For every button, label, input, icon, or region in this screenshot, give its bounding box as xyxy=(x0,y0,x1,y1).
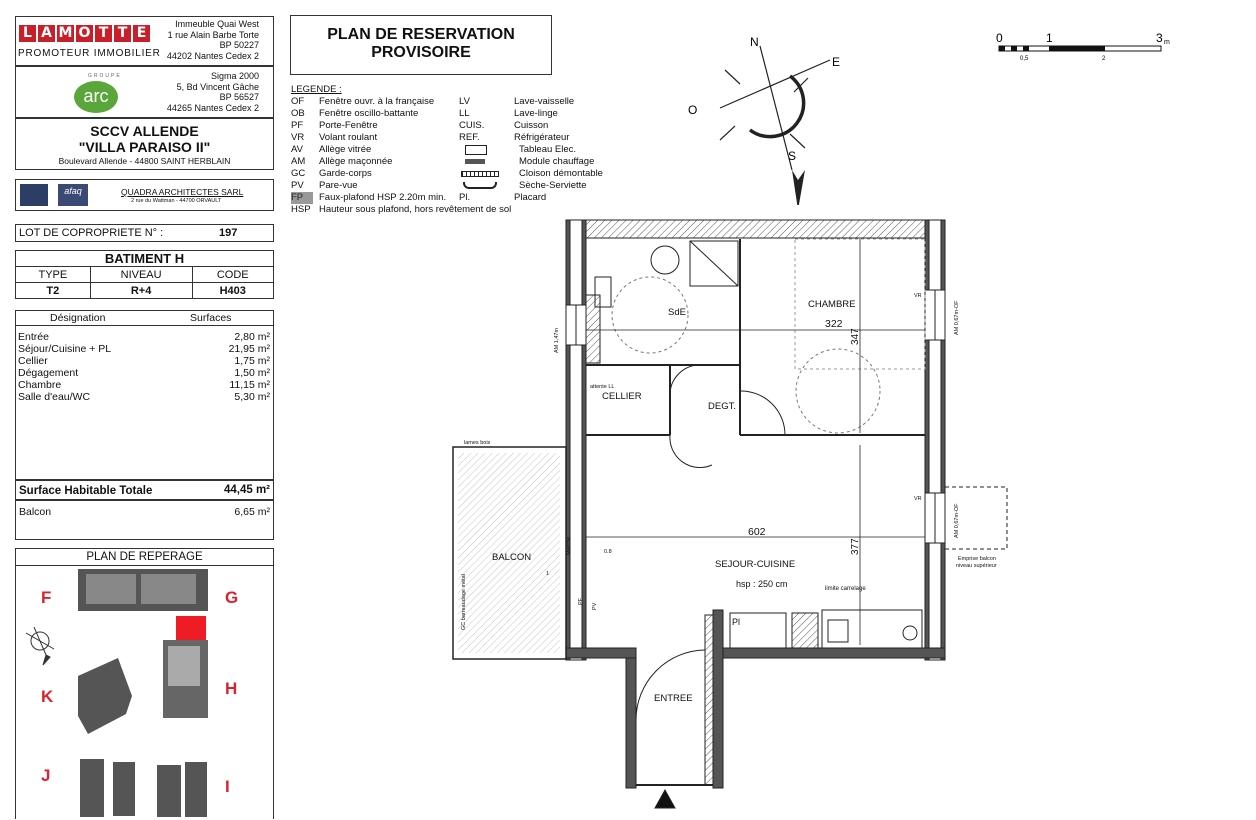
washbasin xyxy=(651,246,679,274)
total-value: 44,45 m² xyxy=(223,484,270,496)
lamotte-letter: O xyxy=(76,25,93,42)
legend-label: Faux-plafond HSP 2.20m min. xyxy=(319,192,447,203)
scale-0: 0 xyxy=(996,31,1003,45)
legend xyxy=(291,84,603,216)
legend-row xyxy=(291,168,603,180)
label-am-147: AM 1,47m xyxy=(554,327,560,353)
legend-row xyxy=(291,144,603,156)
lamotte-letter: M xyxy=(58,25,73,41)
floor-plan xyxy=(440,215,1020,819)
compass-e: E xyxy=(832,55,841,69)
reperage-letter-f: F xyxy=(41,588,52,607)
scale-unit: m xyxy=(1164,39,1170,46)
compass-o: O xyxy=(688,103,698,117)
surface-value: 5,30 m² xyxy=(234,391,270,403)
room-cellier: CELLIER xyxy=(602,391,642,402)
legend-symbol-icon xyxy=(459,168,519,179)
label-gc: GC barreaudage métal xyxy=(461,574,467,630)
scale-sub-2: 2 xyxy=(1102,56,1106,62)
reperage-title: PLAN DE REPERAGE xyxy=(86,551,203,563)
reperage-map xyxy=(16,566,273,820)
surface-value: 11,15 m² xyxy=(229,379,270,391)
compass-arrow-icon xyxy=(792,170,805,205)
legend-label2: Réfrigérateur xyxy=(514,132,570,143)
lot-block xyxy=(15,224,274,242)
surface-row xyxy=(18,343,270,355)
legend-code: VR xyxy=(291,132,305,143)
scale-1: 1 xyxy=(1046,31,1053,45)
wall-top xyxy=(586,220,925,238)
building-j2 xyxy=(113,762,135,816)
legend-row xyxy=(291,156,603,168)
surface-value: 21,95 m² xyxy=(228,343,270,355)
header-code: CODE xyxy=(192,267,273,283)
legend-title: LEGENDE : xyxy=(291,84,342,95)
label-lames-bois: lames bois xyxy=(464,440,491,446)
label-emprise-2: niveau supérieur xyxy=(956,563,997,569)
label-dim-08: 0.8 xyxy=(604,549,612,555)
label-am-067b: AM 0,67m-OF xyxy=(954,503,960,538)
surface-row xyxy=(18,367,270,379)
legend-label: Volant roulant xyxy=(319,132,378,143)
legend-code: AM xyxy=(291,156,306,167)
legend-label2: Lave-linge xyxy=(514,108,558,119)
label-am-067: AM 0,67m-OF xyxy=(954,300,960,335)
mini-compass-icon xyxy=(26,627,54,665)
legend-code: GC xyxy=(291,168,306,179)
surface-name: Salle d'eau/WC xyxy=(18,391,91,403)
legend-row xyxy=(291,108,603,120)
legend-label2: Sèche-Serviette xyxy=(519,180,587,191)
building-h-highlight xyxy=(176,616,206,642)
value-code: H403 xyxy=(192,283,273,299)
surface-value: 1,50 m² xyxy=(234,367,270,379)
lamotte-logo xyxy=(19,25,150,42)
legend-row xyxy=(291,180,603,192)
legend-code2: REF. xyxy=(459,132,480,143)
balcon-value: 6,65 m² xyxy=(234,506,270,518)
legend-row-hsp: HSP Hauteur sous plafond, hors revêtement de sol xyxy=(291,204,512,215)
title-block xyxy=(290,15,552,75)
legend-row xyxy=(291,96,603,108)
sink-icon xyxy=(828,620,848,642)
legend-label2: Placard xyxy=(514,192,547,203)
surface-name: Entrée xyxy=(18,331,49,343)
label-dim-1: 1 xyxy=(546,571,550,577)
legend-label2: Tableau Elec. xyxy=(519,144,577,155)
surfaces-block xyxy=(15,310,274,480)
label-emprise-1: Emprise balcon xyxy=(958,556,996,562)
dim-chambre-h: 347 xyxy=(850,328,861,345)
value-type: T2 xyxy=(16,283,91,299)
wall-entree-right xyxy=(713,610,723,788)
surface-name: Dégagement xyxy=(18,367,79,379)
surface-name: Cellier xyxy=(18,355,48,367)
total-block xyxy=(15,480,274,500)
arc-address: Sigma 2000 5, Bd Vincent Gâche BP 56527 44265 Nantes Cedex 2 xyxy=(166,71,259,113)
label-limite-carrelage: limite carrelage xyxy=(825,586,866,592)
wall-bottom-right xyxy=(723,648,945,658)
lot-value: 197 xyxy=(219,227,238,239)
lamotte-subtitle: PROMOTEUR IMMOBILIER xyxy=(18,48,161,59)
wall-bottom-left xyxy=(566,648,636,658)
reperage-letter-i: I xyxy=(225,777,230,796)
label-attente-ll: attente LL xyxy=(590,384,615,390)
lamotte-letter: T xyxy=(95,25,112,42)
label-vr-chambre: VR xyxy=(914,293,922,299)
legend-label: Fenêtre oscillo-battante xyxy=(319,108,419,119)
label-pv: PV xyxy=(592,602,598,610)
room-chambre: CHAMBRE xyxy=(808,299,856,310)
legend-code2: Pl. xyxy=(459,192,471,203)
legend-label: Porte-Fenêtre xyxy=(319,120,378,131)
value-niveau: R+4 xyxy=(90,283,192,299)
surface-value: 1,75 m² xyxy=(234,355,270,367)
building-j1 xyxy=(80,759,104,817)
legend-code2: LV xyxy=(459,96,470,107)
col-designation: Désignation xyxy=(50,312,106,324)
lamotte-letter: A xyxy=(38,25,55,42)
total-label: Surface Habitable Totale xyxy=(19,485,153,497)
wall-entree-left xyxy=(626,658,636,788)
architect-name: QUADRA ARCHITECTES SARL xyxy=(121,187,244,197)
legend-label2: Cuisson xyxy=(514,120,549,131)
compass-n: N xyxy=(750,35,759,49)
legend-symbol-icon xyxy=(459,144,519,155)
lot-label: LOT DE COPROPRIETE N° : xyxy=(19,227,164,239)
project-company: SCCV ALLENDE xyxy=(90,123,199,139)
reperage-letter-j: J xyxy=(41,766,51,785)
legend-label: Fenêtre ouvr. à la française xyxy=(319,96,435,107)
architect-address: 2 rue du Wattman - 44700 ORVAULT xyxy=(131,198,222,204)
legend-code: OB xyxy=(291,108,305,119)
surface-row xyxy=(18,331,270,343)
room-degt: DEGT. xyxy=(708,401,736,412)
legend-label: Allège maçonnée xyxy=(319,156,393,167)
scale-3: 3 xyxy=(1156,31,1163,45)
reperage-block xyxy=(15,548,274,819)
lamotte-letter: T xyxy=(114,25,131,42)
legend-code2: CUIS. xyxy=(459,120,485,131)
building-i1 xyxy=(157,765,181,817)
label-pf: PF xyxy=(578,597,584,605)
label-pl: Pl xyxy=(732,617,741,627)
batiment-title: BATIMENT H xyxy=(16,251,274,267)
legend-code: FP xyxy=(291,192,313,204)
legend-label2: Module chauffage xyxy=(519,156,595,167)
title-line-2: PROVISOIRE xyxy=(371,44,471,61)
quadra-logo xyxy=(20,184,48,206)
legend-row xyxy=(291,120,603,132)
arc-group-label: GROUPE xyxy=(88,73,122,79)
header-niveau: NIVEAU xyxy=(90,267,192,283)
room-sejour: SEJOUR-CUISINE xyxy=(715,559,796,570)
legend-label2: Cloison démontable xyxy=(519,168,603,179)
arc-logo: arc xyxy=(74,81,118,113)
col-surfaces: Surfaces xyxy=(190,312,232,324)
lamotte-letter: L xyxy=(19,25,36,42)
project-block xyxy=(15,118,274,170)
surface-row xyxy=(18,355,270,367)
surface-value: 2,80 m² xyxy=(234,331,270,343)
lamotte-address: Immeuble Quai West 1 rue Alain Barbe Torte BP 50227 44202 Nantes Cedex 2 xyxy=(166,19,259,61)
legend-label: Pare-vue xyxy=(319,180,358,191)
reperage-letter-g: G xyxy=(225,588,239,607)
legend-label: Allège vitrée xyxy=(319,144,372,155)
lamotte-letter: E xyxy=(133,25,150,42)
legend-code: OF xyxy=(291,96,305,107)
batiment-table xyxy=(15,250,274,299)
title-line-1: PLAN DE RESERVATION xyxy=(327,26,515,43)
legend-code: PF xyxy=(291,120,304,131)
project-address: Boulevard Allende - 44800 SAINT HERBLAIN xyxy=(58,156,231,166)
compass-s: S xyxy=(788,149,797,163)
room-entree: ENTREE xyxy=(654,693,693,704)
surface-row xyxy=(18,379,270,391)
building-k xyxy=(78,658,132,734)
room-sde: SdE xyxy=(668,307,686,318)
dim-chambre-w: 322 xyxy=(825,318,843,330)
legend-row xyxy=(291,192,603,204)
legend-rows xyxy=(291,96,603,204)
building-i2 xyxy=(185,762,207,817)
legend-code2: LL xyxy=(459,108,470,119)
compass-icon xyxy=(680,30,850,205)
legend-symbol-icon xyxy=(459,156,519,167)
reperage-letter-k: K xyxy=(41,687,54,706)
label-vr-sejour: VR xyxy=(914,496,922,502)
reperage-letter-h: H xyxy=(225,679,238,698)
surface-name: Séjour/Cuisine + PL xyxy=(18,343,112,355)
legend-label2: Lave-vaisselle xyxy=(514,96,575,107)
legend-code: AV xyxy=(291,144,303,155)
label-marche: Marche xyxy=(566,536,572,555)
surface-name: Chambre xyxy=(18,379,62,391)
header-type: TYPE xyxy=(16,267,91,283)
balcon-block xyxy=(15,500,274,540)
project-name: "VILLA PARAISO II" xyxy=(78,139,211,155)
surface-row xyxy=(18,391,270,403)
legend-code: PV xyxy=(291,180,304,191)
lamotte-block xyxy=(15,16,274,66)
dim-sejour-h: 377 xyxy=(850,538,861,555)
surfaces-list xyxy=(18,331,270,403)
legend-label: Garde-corps xyxy=(319,168,372,179)
dim-sejour-w: 602 xyxy=(748,526,766,538)
scale-bar xyxy=(990,28,1190,68)
balcon-label: Balcon xyxy=(19,506,52,518)
afaq-logo: afaq xyxy=(58,184,88,206)
arc-block xyxy=(15,66,274,118)
legend-row xyxy=(291,132,603,144)
legend-symbol-icon xyxy=(459,180,519,191)
entry-arrow-icon xyxy=(655,790,675,808)
architect-block xyxy=(15,179,274,211)
room-sejour-hsp: hsp : 250 cm xyxy=(736,579,788,589)
room-balcon: BALCON xyxy=(492,552,532,563)
scale-sub-05: 0,5 xyxy=(1020,56,1029,62)
